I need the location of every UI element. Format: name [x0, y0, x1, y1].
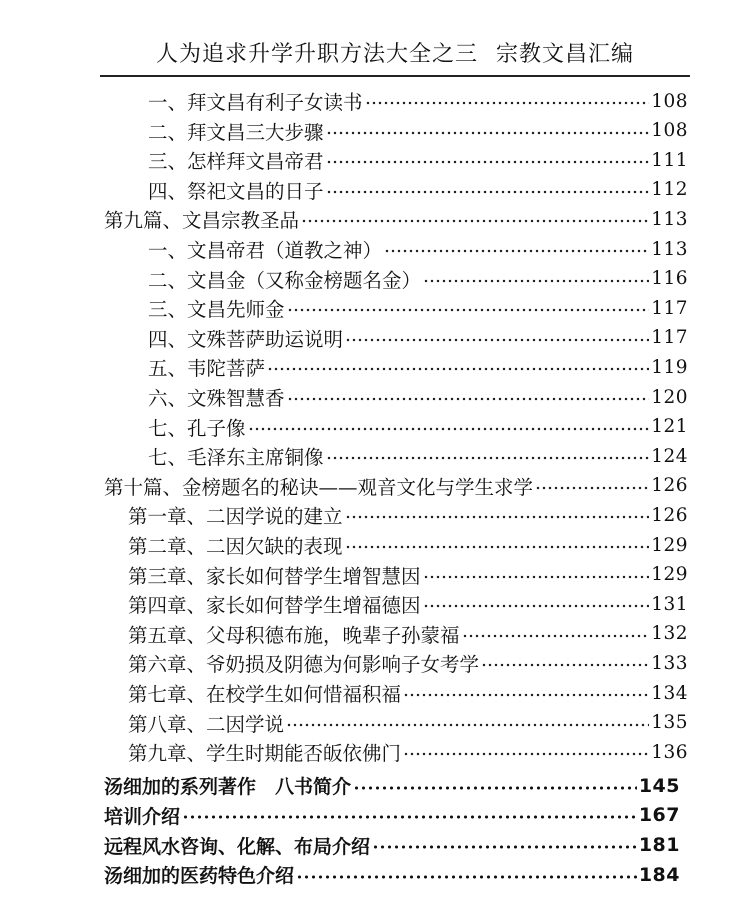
- toc-entry: [128, 619, 688, 649]
- toc-entry: [104, 830, 680, 860]
- toc-entry: [148, 412, 688, 442]
- toc-page-number: 108: [651, 120, 688, 142]
- toc-dot-leader: [345, 541, 650, 553]
- toc-dot-leader: [267, 363, 649, 375]
- toc-page-number: 120: [651, 386, 688, 408]
- toc-page-number: 116: [651, 268, 688, 290]
- toc-entry: [148, 234, 688, 264]
- toc-entry-label: 第二章、二因欠缺的表现: [128, 535, 343, 558]
- toc-entry-label: 第三章、家长如何替学生增智慧因: [128, 564, 421, 588]
- toc-entry: [148, 441, 688, 471]
- toc-entry: [148, 86, 688, 116]
- toc-entry-label: 四、祭祀文昌的日子: [148, 179, 324, 203]
- toc-entry-label: 第七章、在校学生如何惜福积福: [128, 683, 402, 706]
- header-subtitle: 宗教文昌汇编: [496, 42, 635, 67]
- toc-entry-label: 七、孔子像: [148, 416, 246, 440]
- toc-entry-label: 五、韦陀菩萨: [148, 357, 266, 381]
- toc-entry-label: 第九章、学生时期能否皈依佛门: [128, 742, 402, 766]
- toc-entry: [128, 530, 688, 560]
- toc-page-number: 136: [651, 741, 688, 763]
- toc-entry: [148, 323, 688, 353]
- toc-dot-leader: [403, 748, 649, 760]
- toc-page-number: 133: [651, 652, 688, 674]
- toc-entry: [128, 737, 688, 767]
- running-header: [100, 40, 690, 70]
- toc-page-number: 131: [651, 593, 688, 615]
- toc-page-number: 108: [651, 90, 688, 112]
- toc-dot-leader: [365, 97, 650, 109]
- toc-page-number: 124: [651, 445, 688, 467]
- toc-dot-leader: [535, 482, 649, 494]
- toc-entry-label: 第九篇、文昌宗教圣品: [104, 209, 300, 233]
- toc-entry-label: 七、毛泽东主席铜像: [148, 446, 324, 470]
- toc-dot-leader: [423, 600, 650, 612]
- toc-page-number: 121: [651, 416, 688, 438]
- toc-entry-label: 远程风水咨询、化解、布局介绍: [104, 835, 371, 858]
- toc-entry-label: 培训介绍: [104, 805, 181, 828]
- toc-entry: [104, 471, 688, 501]
- toc-dot-leader: [287, 393, 650, 405]
- toc-entry: [128, 560, 688, 590]
- toc-page-number: 113: [651, 238, 688, 260]
- toc-entry-label: 第八章、二因学说: [128, 712, 285, 736]
- toc-entry-label: 一、拜文昌有利子女读书: [148, 91, 363, 114]
- toc-entry: [128, 708, 688, 738]
- toc-entry-label: 汤细加的医药特色介绍: [104, 865, 295, 888]
- toc-entry: [128, 589, 688, 619]
- toc-entry-label: 二、文昌金（又称金榜题名金）: [148, 268, 422, 292]
- toc-entry: [148, 352, 688, 382]
- toc-dot-leader: [345, 511, 650, 523]
- toc-dot-leader: [403, 689, 649, 701]
- toc-page-number: 112: [651, 179, 688, 201]
- toc-dot-leader: [301, 215, 649, 227]
- toc-dot-leader: [287, 304, 650, 316]
- toc-entry-label: 三、文昌先师金: [148, 298, 285, 322]
- toc-page-number: 113: [651, 208, 688, 230]
- toc-entry-label: 第一章、二因学说的建立: [128, 505, 343, 529]
- toc-entry: [148, 175, 688, 205]
- toc-entry: [148, 264, 688, 294]
- toc-entry-label: 第四章、家长如何替学生增福德因: [128, 594, 421, 618]
- toc-entry: [128, 648, 688, 678]
- toc-entry-label: 一、文昌帝君（道教之神）: [148, 239, 383, 262]
- toc-entry: [148, 293, 688, 323]
- toc-page-number: 117: [651, 327, 688, 349]
- toc-page-number: 119: [651, 356, 688, 378]
- toc-page-number: 117: [651, 297, 688, 319]
- toc-dot-leader: [345, 334, 649, 346]
- toc-entry-label: 第六章、爷奶损及阴德为何影响子女考学: [128, 653, 480, 677]
- toc-dot-leader: [481, 659, 649, 671]
- toc-entry: [104, 204, 688, 234]
- toc-entry-label: 三、怎样拜文昌帝君: [148, 150, 324, 174]
- toc-entry: [128, 678, 688, 708]
- toc-page-number: 181: [638, 834, 680, 856]
- toc-entry-label: 六、文殊智慧香: [148, 387, 285, 410]
- toc-dot-leader: [326, 156, 650, 168]
- toc-entry-label: 汤细加的系列著作 八书简介: [104, 776, 352, 799]
- toc-page-number: 129: [651, 534, 688, 556]
- toc-page-number: 126: [651, 475, 688, 497]
- toc-entry-label: 第五章、父母积德布施，晚辈子孙蒙福: [128, 623, 460, 647]
- toc-dot-leader: [353, 782, 637, 794]
- toc-dot-leader: [326, 186, 650, 198]
- toc-page-number: 126: [651, 504, 688, 526]
- toc-dot-leader: [248, 423, 650, 435]
- toc-page-number: 135: [651, 712, 688, 734]
- toc-dot-leader: [286, 719, 649, 731]
- toc-dot-leader: [423, 275, 649, 287]
- toc-dot-leader: [462, 630, 650, 642]
- toc-dot-leader: [326, 452, 650, 464]
- toc-page-number: 134: [651, 682, 688, 704]
- toc-entry: [128, 500, 688, 530]
- toc-dot-leader: [326, 127, 650, 139]
- toc-entry: [148, 382, 688, 412]
- toc-dot-leader: [384, 245, 649, 257]
- toc-page-number: 145: [638, 774, 680, 797]
- header-rule: [100, 75, 690, 77]
- toc-entry-label: 四、文殊菩萨助运说明: [148, 327, 344, 351]
- toc-page-number: 129: [651, 564, 688, 586]
- toc-page-number: 167: [638, 804, 680, 827]
- toc-entry: [104, 771, 680, 801]
- toc-entry-label: 第十篇、金榜题名的秘诀——观音文化与学生求学: [104, 475, 534, 499]
- toc-dot-leader: [423, 571, 650, 583]
- toc-page-number: 111: [651, 149, 688, 171]
- header-title: 人为追求升学升职方法大全之三: [155, 42, 478, 67]
- toc-dot-leader: [182, 811, 637, 823]
- toc-entry: [148, 145, 688, 175]
- toc-dot-leader: [296, 871, 637, 883]
- toc-entry: [148, 116, 688, 146]
- toc-entry-label: 二、拜文昌三大步骤: [148, 120, 324, 144]
- toc-page-number: 132: [651, 623, 688, 645]
- toc-page-number: 184: [638, 863, 680, 886]
- toc-dot-leader: [372, 841, 637, 853]
- toc-entry: [104, 800, 680, 830]
- toc-entry: [104, 860, 680, 890]
